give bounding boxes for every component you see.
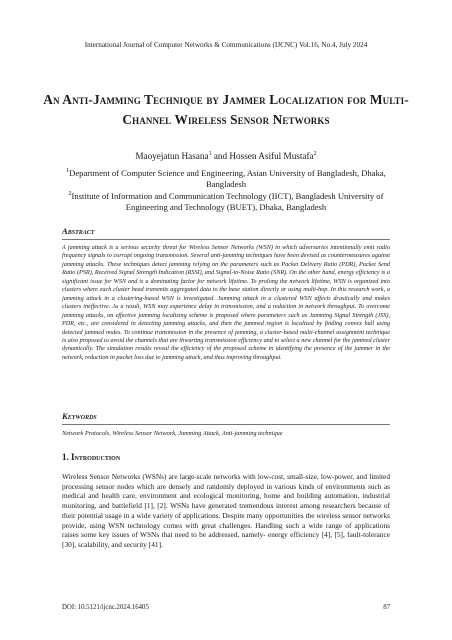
abstract-text: A jamming attack is a serious security threat for Wireless Sensor Networks (WSN) in which adversaries intentionally emit radio frequency signals to corrupt ongoing transmission. Several anti-jamming techniques have been devised as countermeasures against jamming attacks. These techniques detect jamming relying on the parameters such as Packet Delivery Ratio (PDR), Packet Send Ratio (PSR), Received Signal Strength Indication (RSSI), and Signal-to-Noise Ratio (SNR). On the other hand, energy efficiency is a significant issue for WSN and is a dominating factor for network lifetime. To prolong the network lifetime, WSN is organized into clusters where each cluster head transmits aggregated data to the base station directly or using multi-hop. In this research work, a jamming attack in a clustering-based WSN is investigated. Jamming attack in a clustered WSN affects drastically and makes clusters ineffective. As a result, WSN may experience delay in transmission, and a reduction in network throughput. To overcome jamming attacks, an effective jamming localizing scheme is proposed where parameters such as Jamming Signal Strength (JSS), PDR, etc., are considered in detecting jamming attacks, and then the jammed region is localized by finding convex hull using detected jammed nodes. To continue transmission in the presence of jamming, a cluster-based multi-channel assignment technique is also proposed to avoid the channels that are thwarting transmission efficiency and to select a new channel for the jammed cluster dynamically. The simulation results reveal the efficiency of the proposed scheme in identifying the presence of the jammer in the network, reduction in packet loss due to jamming attack, and thus improving throughput. xyxy=(62,244,390,361)
keywords-text: Network Protocols, Wireless Sensor Network, Jamming Attack, Anti-jamming technique xyxy=(62,430,283,437)
introduction-heading: 1. Introduction xyxy=(62,452,121,462)
author-name: Maoyejatun Hasana xyxy=(135,151,209,161)
affiliation-mark: 2 xyxy=(68,191,72,197)
journal-header: International Journal of Computer Networks & Communications (IJCNC) Vol.16, No.4, July 2024 xyxy=(84,41,368,49)
affiliation xyxy=(50,191,402,213)
keywords-heading: Keywords xyxy=(62,411,97,421)
author-joiner: and xyxy=(211,151,230,161)
affiliation-text: Department of Computer Science and Engineering, Asian University of Bangladesh, Dhaka, Bangladesh xyxy=(69,168,386,189)
page-number: 87 xyxy=(383,604,390,611)
author-line xyxy=(0,150,452,162)
author-affiliation-mark: 1 xyxy=(208,151,212,157)
introduction-text: Wireless Sensor Networks (WSNs) are large-scale networks with low-cost, small-size, low-power, and limited processing sensor nodes which are densely and randomly deployed in various kinds of environments such as medical and health care, environment and ecological monitoring, home and building automation, industrial monitoring, and battlefield [1], [2]. WSNs have generated tremendous interest among researchers because of their potential usage in a wide variety of applications. Despite many opportunities the wireless sensor networks provide, using WSN technology comes with great challenges. Handling such a wide range of applications raises some key issues of WSNs that need to be addressed, namely- energy efficiency [4], [5], fault-tolerance [30], scalability, and security [41]. xyxy=(62,472,390,549)
affiliation-mark: 1 xyxy=(66,168,70,174)
author-affiliation-mark: 2 xyxy=(313,151,317,157)
affiliation-text: Institute of Information and Communication Technology (IICT), Bangladesh University of Engineering and Technology (BUET), Dhaka, Bangladesh xyxy=(71,191,384,212)
affiliation xyxy=(50,168,402,190)
author-name: Hossen Asiful Mustafa xyxy=(229,151,314,161)
section-divider xyxy=(62,239,390,240)
footer-doi: DOI: 10.5121/ijcnc.2024.16405 xyxy=(62,604,149,611)
paper-title: An Anti-Jamming Technique by Jammer Localization for Multi-Channel Wireless Sensor Networks xyxy=(43,92,409,127)
abstract-heading: Abstract xyxy=(62,226,95,236)
section-divider xyxy=(62,424,390,425)
